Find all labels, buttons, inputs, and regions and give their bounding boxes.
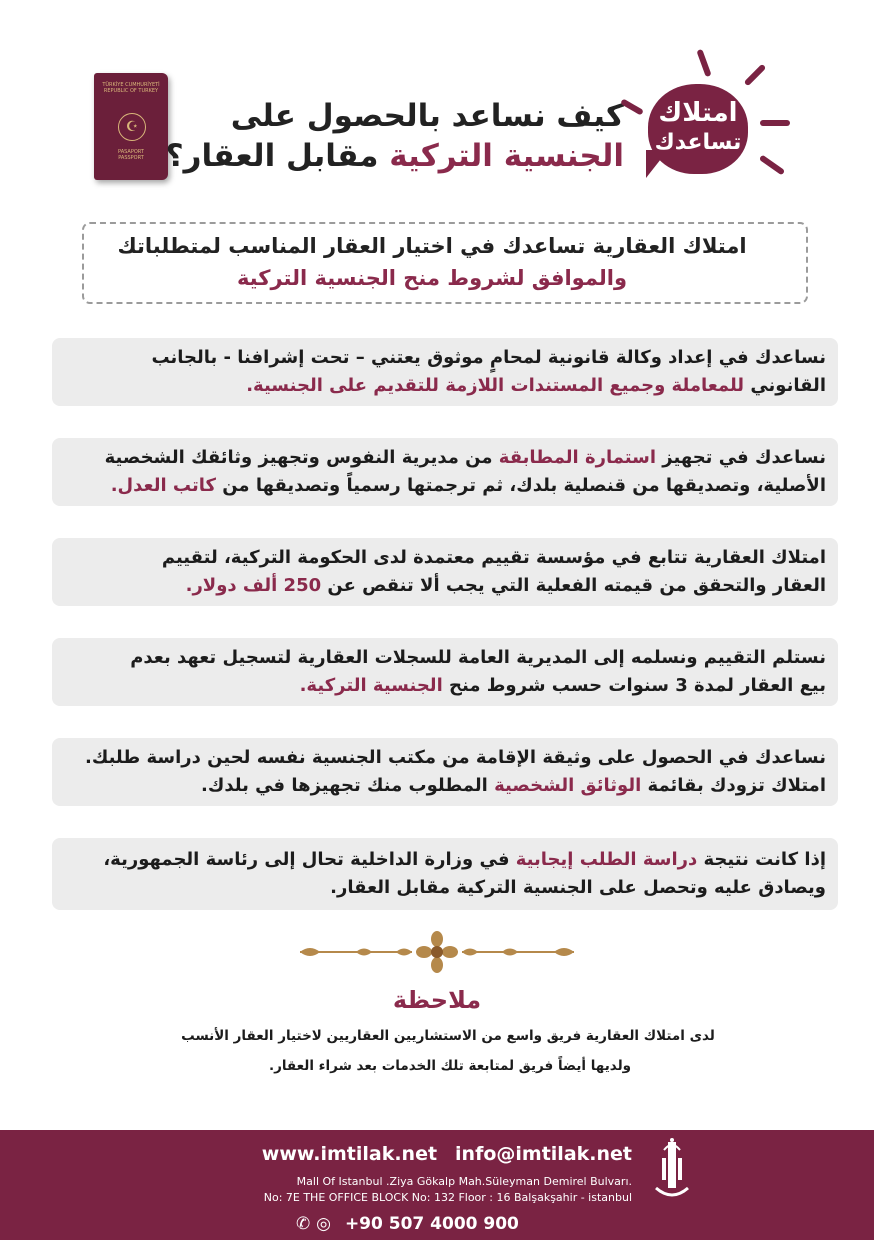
crescent-star-icon: ☪ [118,113,146,141]
step-highlight: الوثائق الشخصية [494,775,642,796]
whatsapp-icon: ◎ [316,1214,332,1234]
step-line: نساعدك في الحصول على وثيقة الإقامة من مكتب الجنسية نفسه لحين دراسة طلبك. [84,747,826,768]
title-line-1: كيف نساعد بالحصول على [230,98,624,134]
phone-icon: ✆ [296,1214,311,1234]
step-text-part: الأصلية، وتصديقها من قنصلية بلدك، ثم ترجمتها رسمياً وتصديقها من [215,475,826,496]
step-text-part: من مديرية النفوس وتجهيز وثائقك الشخصية [104,447,499,468]
step-line [56,572,826,600]
passport-label-en: PASSPORT [118,155,144,161]
step-highlight: 250 ألف دولار. [185,575,322,596]
intro-line-2: والموافق لشروط منح الجنسية التركية [236,266,628,290]
step-line: نساعدك في إعداد وكالة قانونية لمحامٍ موثوق يعتني – تحت إشرافنا - بالجانب [151,347,826,368]
step-line [56,372,826,400]
step-text [56,344,826,400]
title-rest: مقابل العقار؟ [165,138,390,174]
badge-ray-icon [759,155,785,176]
step-text-part: إذا كانت نتيجة [697,849,826,870]
step-highlight: الجنسية التركية. [299,675,443,696]
passport-bottom-text [94,149,168,161]
passport-top-text [94,82,168,94]
step-highlight: للمعاملة وجميع المستندات اللازمة للتقديم على الجنسية. [246,375,745,396]
address-line-1: Mall Of Istanbul .Ziya Gökalp Mah.Süleyman Demirel Bulvarı. [296,1175,632,1188]
title-highlight: الجنسية التركية [389,138,624,174]
step-text-part: القانوني [744,375,826,396]
step-line: امتلاك العقارية تتابع في مؤسسة تقييم معتمدة لدى الحكومة التركية، لتقييم [161,547,826,568]
step-text-part: بيع العقار لمدة 3 سنوات حسب شروط منح [442,675,826,696]
step-line [56,444,826,472]
intro-text [82,230,782,294]
passport-country-tr: TÜRKİYE CUMHURİYETİ [102,82,160,88]
step-text [56,846,826,902]
step-highlight: دراسة الطلب إيجابية [515,849,698,870]
step-line [56,772,826,800]
phone-number[interactable]: +90 507 4000 900 [344,1214,519,1234]
badge-ray-icon [744,64,767,87]
email-link[interactable]: info@imtilak.net [455,1143,632,1165]
step-line [56,672,826,700]
step-text [56,644,826,700]
badge-ray-icon [696,49,711,77]
passport-label-tr: PASAPORT [118,149,144,155]
step-highlight: استمارة المطابقة [498,447,657,468]
intro-line-1: امتلاك العقارية تساعدك في اختيار العقار المناسب لمتطلباتك [117,234,747,258]
phone-row [296,1214,576,1234]
step-line: نستلم التقييم ونسلمه إلى المديرية العامة للسجلات العقارية لتسجيل تعهد بعدم [130,647,826,668]
step-text [56,544,826,600]
imtilak-logo-icon [650,1136,694,1206]
step-line [56,472,826,500]
passport-country-en: REPUBLIC OF TURKEY [103,88,159,94]
step-text-part: نساعدك في تجهيز [656,447,826,468]
note-line-2: ولديها أيضاً فريق لمتابعة تلك الخدمات بعد شراء العقار. [268,1058,632,1074]
passport-image [94,73,168,180]
address-line-2: No: 7E THE OFFICE BLOCK No: 132 Floor : 16 Balşakşahir - istanbul [263,1191,632,1204]
step-text-part: المطلوب منك تجهيزها في بلدك. [200,775,495,796]
badge-line-2: تساعدك [654,130,742,155]
step-text [56,444,826,500]
page-title [164,96,624,176]
badge-line-1: امتلاك [658,98,738,128]
note-line-1: لدى امتلاك العقارية فريق واسع من الاستشاريين العقاريين لاختيار العقار الأنسب [181,1028,715,1044]
footer-contacts [222,1143,632,1165]
step-text-part: في وزارة الداخلية تحال إلى رئاسة الجمهورية، [103,849,516,870]
step-text [56,744,826,800]
note-title: ملاحظة [392,986,482,1014]
step-line [56,846,826,874]
imtilak-helps-badge [640,80,750,180]
step-line: ويصادق عليه وتحصل على الجنسية التركية مقابل العقار. [330,877,826,898]
website-link[interactable]: www.imtilak.net [261,1143,438,1165]
step-text-part: العقار والتحقق من قيمته الفعلية التي يجب ألا تنقص عن [321,575,826,596]
badge-ray-icon [760,120,790,126]
step-text-part: امتلاك تزودك بقائمة [641,775,826,796]
step-highlight: كاتب العدل. [110,475,216,496]
ornament-divider-icon [296,930,578,974]
title-line-2 [164,136,624,176]
